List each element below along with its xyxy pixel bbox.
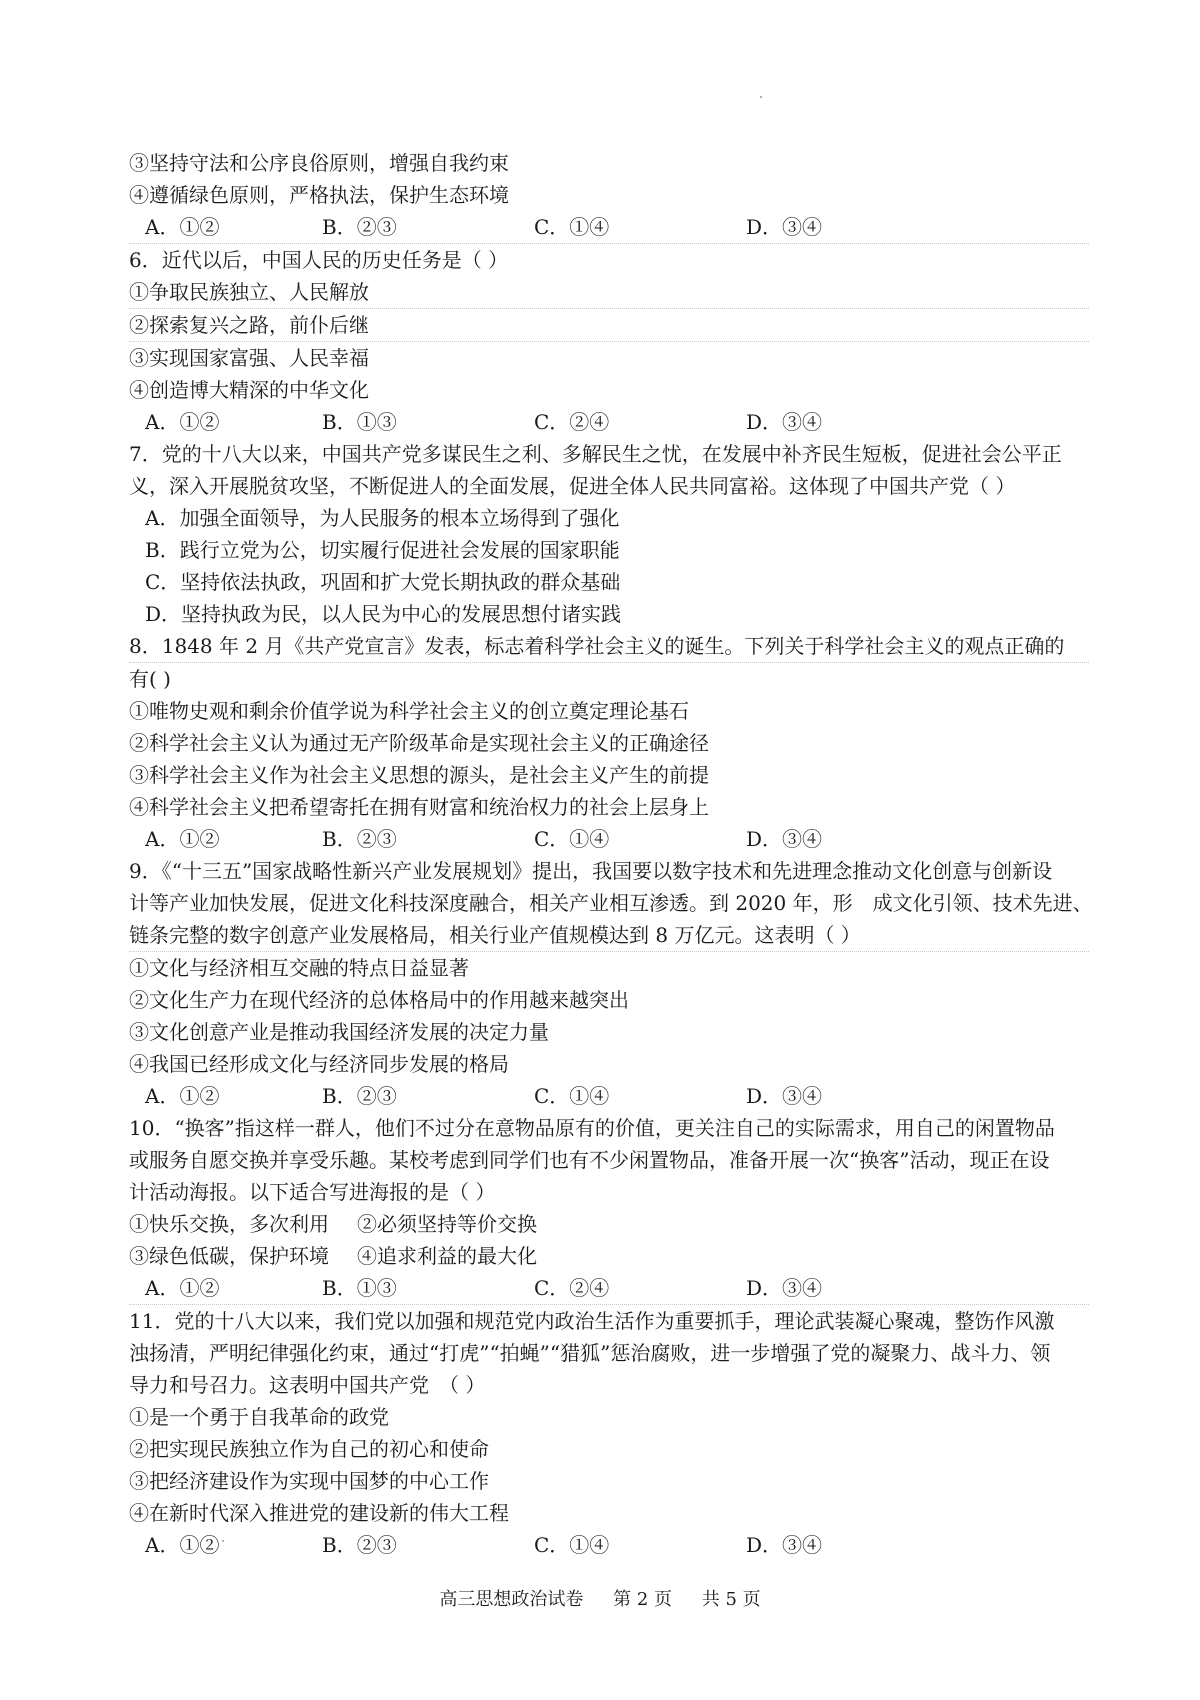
choice-c: C．坚持依法执政，巩固和扩大党长期执政的群众基础 <box>145 570 621 594</box>
statement-item: ④在新时代深入推进党的建设新的伟大工程 <box>129 1501 509 1525</box>
option-c: C．②④ <box>534 410 610 434</box>
question-stem-line: 导力和号召力。这表明中国共产党 （ ） <box>129 1373 486 1397</box>
choice-a: A．加强全面领导，为人民服务的根本立场得到了强化 <box>145 506 620 530</box>
option-a: A．①② <box>145 1276 220 1300</box>
option-c: C．①④ <box>534 215 610 239</box>
statement-item: ③科学社会主义作为社会主义思想的源头，是社会主义产生的前提 <box>129 763 709 787</box>
question-stem-line: 7．党的十八大以来，中国共产党多谋民生之利、多解民生之忧，在发展中补齐民生短板，促进社会公平正 <box>129 442 1062 466</box>
option-c: C．①④ <box>534 827 610 851</box>
question-stem-line: 11．党的十八大以来，我们党以加强和规范党内政治生活作为重要抓手，理论武装凝心聚魂，整饬作风激 <box>129 1309 1055 1333</box>
statement-item: ②科学社会主义认为通过无产阶级革命是实现社会主义的正确途径 <box>129 731 709 755</box>
statement-item: ②必须坚持等价交换 <box>357 1212 537 1236</box>
exam-content <box>129 147 1093 1561</box>
option-d: D．③④ <box>746 827 823 851</box>
total-pages: 共 5 页 <box>701 1589 761 1610</box>
option-d: D．③④ <box>746 1276 823 1300</box>
statement-item: ②把实现民族独立作为自己的初心和使命 <box>129 1437 489 1461</box>
question-stem-line: 计活动海报。以下适合写进海报的是（ ） <box>129 1180 496 1204</box>
option-a: A．①② <box>145 410 220 434</box>
option-b: B．①③ <box>322 1276 397 1300</box>
answer-options <box>129 1529 1089 1561</box>
statement-item: ①争取民族独立、人民解放 <box>129 276 1089 309</box>
question-stem-line: 浊扬清，严明纪律强化约束，通过“打虎”“拍蝇”“猎狐”惩治腐败，进一步增强了党的凝聚力、战斗力、领 <box>129 1341 1051 1365</box>
statement-item: ④追求利益的最大化 <box>357 1244 537 1268</box>
option-a: A．①② <box>145 1084 220 1108</box>
option-a: A．①② <box>145 827 220 851</box>
question-stem-line: 义，深入开展脱贫攻坚，不断促进人的全面发展，促进全体人民共同富裕。这体现了中国共产党（ ） <box>129 474 1016 498</box>
question-stem-line: 有( ) <box>129 667 171 691</box>
statement-item: ①是一个勇于自我革命的政党 <box>129 1405 389 1429</box>
option-b: B．②③ <box>322 1533 397 1557</box>
statement-item: ①文化与经济相互交融的特点日益显著 <box>129 956 469 980</box>
option-c: C．①④ <box>534 1084 610 1108</box>
statement-item: ③实现国家富强、人民幸福 <box>129 346 369 370</box>
statement-item: ③文化创意产业是推动我国经济发展的决定力量 <box>129 1020 549 1044</box>
question-stem-line: 9．《“十三五”国家战略性新兴产业发展规划》提出，我国要以数字技术和先进理念推动文化创意与创新设 <box>129 859 1053 883</box>
question-11 <box>129 1305 1089 1561</box>
question-stem: 6．近代以后，中国人民的历史任务是（ ） <box>129 248 509 272</box>
answer-options <box>129 211 1089 244</box>
answer-options <box>129 823 1089 855</box>
question-stem-line: 计等产业加快发展，促进文化科技深度融合，相关产业相互渗透。到 2020 年，形 成文化引领、技术先进、 <box>129 891 1093 915</box>
question-5-tail <box>129 147 1089 244</box>
statement-pair <box>129 1208 1089 1240</box>
exam-name: 高三思想政治试卷 <box>439 1589 584 1610</box>
question-7 <box>129 438 1089 630</box>
statement-item: ③把经济建设作为实现中国梦的中心工作 <box>129 1469 489 1493</box>
statement-item: ④遵循绿色原则，严格执法，保护生态环境 <box>129 183 509 207</box>
statement-item: ①快乐交换，多次利用 <box>129 1212 329 1236</box>
statement-item: ③绿色低碳，保护环境 <box>129 1244 329 1268</box>
question-8 <box>129 630 1089 855</box>
statement-pair <box>129 1240 1089 1272</box>
option-d: D．③④ <box>746 1533 823 1557</box>
option-a: A．①② <box>145 215 220 239</box>
option-b: B．①③ <box>322 410 397 434</box>
option-b: B．②③ <box>322 827 397 851</box>
statement-item: ②文化生产力在现代经济的总体格局中的作用越来越突出 <box>129 988 629 1012</box>
question-stem-line: 10．“换客”指这样一群人，他们不过分在意物品原有的价值，更关注自己的实际需求，用自己的闲置物品 <box>129 1116 1055 1140</box>
statement-item: ④科学社会主义把希望寄托在拥有财富和统治权力的社会上层身上 <box>129 795 709 819</box>
question-stem-line: 8．1848 年 2 月《共产党宣言》发表，标志着科学社会主义的诞生。下列关于科学社会主义的观点正确的 <box>129 630 1089 663</box>
option-b: B．②③ <box>322 215 397 239</box>
choice-b: B．践行立党为公，切实履行促进社会发展的国家职能 <box>145 538 620 562</box>
choice-d: D．坚持执政为民，以人民为中心的发展思想付诸实践 <box>145 602 622 626</box>
question-9 <box>129 855 1093 1112</box>
scan-speck <box>760 96 762 98</box>
question-10 <box>129 1112 1089 1305</box>
statement-item: ④创造博大精深的中华文化 <box>129 378 369 402</box>
statement-item: ②探索复兴之路，前仆后继 <box>129 309 1089 342</box>
option-d: D．③④ <box>746 410 823 434</box>
option-d: D．③④ <box>746 215 823 239</box>
answer-options <box>129 1080 1089 1112</box>
question-6 <box>129 244 1089 438</box>
page-number: 第 2 页 <box>613 1589 672 1610</box>
statement-item: ④我国已经形成文化与经济同步发展的格局 <box>129 1052 509 1076</box>
option-a: A．①② <box>145 1533 220 1557</box>
answer-options <box>129 1272 1089 1305</box>
answer-options <box>129 406 1089 438</box>
statement-item: ①唯物史观和剩余价值学说为科学社会主义的创立奠定理论基石 <box>129 699 689 723</box>
question-stem-line: 链条完整的数字创意产业发展格局，相关行业产值规模达到 8 万亿元。这表明（ ） <box>129 919 1089 952</box>
page-footer <box>0 1588 1200 1612</box>
option-c: C．②④ <box>534 1276 610 1300</box>
question-stem-line: 或服务自愿交换并享受乐趣。某校考虑到同学们也有不少闲置物品，准备开展一次“换客”活动，现正在设 <box>129 1148 1050 1172</box>
option-b: B．②③ <box>322 1084 397 1108</box>
statement-item: ③坚持守法和公序良俗原则，增强自我约束 <box>129 151 509 175</box>
option-d: D．③④ <box>746 1084 823 1108</box>
option-c: C．①④ <box>534 1533 610 1557</box>
